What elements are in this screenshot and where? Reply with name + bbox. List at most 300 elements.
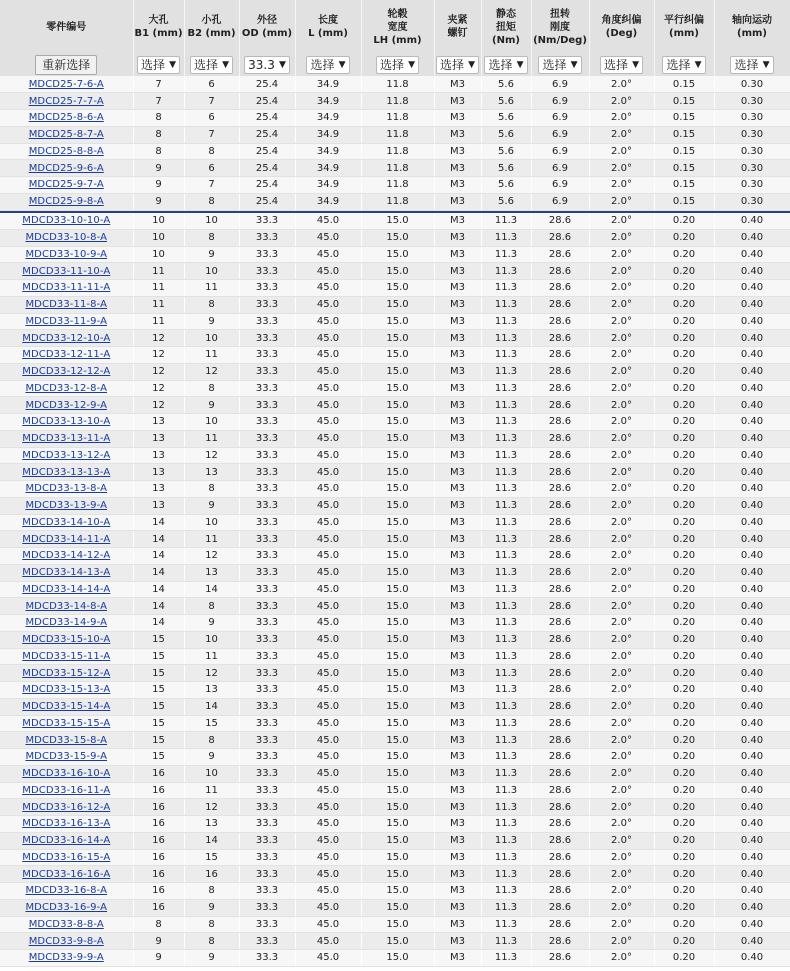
outer-diameter-value: 25.4 — [255, 129, 279, 141]
part-number-link[interactable]: MDCD25-7-7-A — [28, 95, 104, 107]
table-row — [0, 126, 790, 143]
part-number-link[interactable]: MDCD33-15-8-A — [25, 734, 108, 746]
part-number-link[interactable]: MDCD33-14-9-A — [25, 617, 108, 629]
table-row — [0, 682, 790, 699]
part-number-link[interactable]: MDCD33-14-8-A — [25, 600, 108, 612]
hub-width-cell — [361, 682, 434, 699]
torsional-stiffness-value: 28.6 — [548, 952, 572, 964]
bore-b2-cell — [184, 682, 239, 699]
outer-diameter-cell — [239, 143, 295, 160]
table-row — [0, 497, 790, 514]
part-number-link[interactable]: MDCD25-8-6-A — [28, 112, 104, 124]
bore-b1-cell — [133, 414, 184, 431]
part-number-link[interactable]: MDCD33-10-8-A — [25, 232, 108, 244]
angular-misalignment-value: 2.0° — [611, 717, 632, 729]
part-number-link[interactable]: MDCD33-9-9-A — [28, 952, 104, 964]
torsional-stiffness-value: 6.9 — [552, 145, 568, 157]
header-axial-motion-line: (mm) — [737, 28, 767, 39]
static-torque-value: 11.3 — [494, 567, 518, 579]
length-value: 45.0 — [316, 433, 340, 445]
clamp-screw-cell — [434, 296, 481, 313]
parallel-misalignment-value: 0.20 — [672, 835, 696, 847]
part-number-link[interactable]: MDCD33-12-12-A — [22, 366, 111, 378]
angular-misalignment-cell — [589, 866, 654, 883]
clamp-screw-cell — [434, 816, 481, 833]
bore-b1-value: 15 — [152, 717, 165, 729]
torsional-stiffness-cell — [531, 648, 589, 665]
outer-diameter-cell — [239, 193, 295, 210]
table-row — [0, 749, 790, 766]
table-row — [0, 414, 790, 431]
torsional-stiffness-value: 28.6 — [548, 885, 572, 897]
part-number-link[interactable]: MDCD33-10-9-A — [25, 248, 108, 260]
bore-b2-cell — [184, 749, 239, 766]
angular-misalignment-value: 2.0° — [611, 145, 632, 157]
filter-select-outer-diameter[interactable] — [244, 56, 290, 74]
torsional-stiffness-value: 28.6 — [548, 366, 572, 378]
bore-b2-cell — [184, 430, 239, 447]
part-number-cell — [0, 899, 133, 916]
part-number-link[interactable]: MDCD33-13-9-A — [25, 500, 108, 512]
outer-diameter-value: 33.3 — [255, 768, 279, 780]
torsional-stiffness-value: 28.6 — [548, 801, 572, 813]
table-row — [0, 514, 790, 531]
torsional-stiffness-cell — [531, 581, 589, 598]
parallel-misalignment-cell — [654, 916, 714, 933]
filter-select-angular-misalignment[interactable] — [600, 56, 643, 74]
outer-diameter-value: 33.3 — [255, 567, 279, 579]
parallel-misalignment-cell — [654, 93, 714, 110]
filter-select-axial-motion[interactable] — [730, 56, 773, 74]
part-number-link[interactable]: MDCD33-15-14-A — [22, 701, 111, 713]
angular-misalignment-cell — [589, 816, 654, 833]
axial-motion-value: 0.40 — [740, 885, 764, 897]
part-number-cell — [0, 715, 133, 732]
filter-select-length[interactable] — [306, 56, 349, 74]
header-clamp-screw-line: 螺钉 — [447, 28, 468, 39]
outer-diameter-value: 33.3 — [255, 600, 279, 612]
bore-b2-value: 11 — [205, 784, 218, 796]
clamp-screw-value: M3 — [450, 734, 465, 746]
part-number-link[interactable]: MDCD33-14-12-A — [22, 550, 111, 562]
bore-b2-value: 12 — [205, 550, 218, 562]
hub-width-value: 15.0 — [386, 617, 409, 629]
clamp-screw-value: M3 — [450, 650, 465, 662]
filter-select-value: 选择 — [734, 58, 759, 72]
static-torque-value: 11.3 — [494, 282, 518, 294]
angular-misalignment-value: 2.0° — [611, 701, 632, 713]
parallel-misalignment-cell — [654, 615, 714, 632]
hub-width-value: 15.0 — [386, 567, 409, 579]
header-filters-row — [0, 54, 790, 76]
table-row — [0, 481, 790, 498]
static-torque-value: 11.3 — [494, 885, 518, 897]
outer-diameter-cell — [239, 715, 295, 732]
bore-b1-value: 15 — [152, 751, 165, 763]
part-number-link[interactable]: MDCD33-15-11-A — [22, 650, 111, 662]
torsional-stiffness-value: 28.6 — [548, 500, 572, 512]
clamp-screw-value: M3 — [450, 299, 465, 311]
parallel-misalignment-value: 0.15 — [672, 78, 696, 90]
torsional-stiffness-cell — [531, 296, 589, 313]
bore-b1-cell — [133, 665, 184, 682]
hub-width-cell — [361, 93, 434, 110]
bore-b1-value: 15 — [152, 701, 165, 713]
part-number-link[interactable]: MDCD33-13-13-A — [22, 466, 111, 478]
angular-misalignment-cell — [589, 160, 654, 177]
axial-motion-cell — [714, 160, 790, 177]
table-row — [0, 430, 790, 447]
outer-diameter-cell — [239, 615, 295, 632]
axial-motion-value: 0.30 — [740, 95, 764, 107]
part-number-link[interactable]: MDCD25-8-7-A — [28, 129, 104, 141]
torsional-stiffness-cell — [531, 933, 589, 950]
part-number-link[interactable]: MDCD33-13-10-A — [22, 416, 111, 428]
part-number-link[interactable]: MDCD33-12-10-A — [22, 332, 111, 344]
angular-misalignment-value: 2.0° — [611, 784, 632, 796]
parallel-misalignment-cell — [654, 313, 714, 330]
length-value: 45.0 — [316, 818, 340, 830]
axial-motion-cell — [714, 816, 790, 833]
filter-select-bore-b1[interactable] — [137, 56, 180, 74]
bore-b1-value: 16 — [152, 818, 165, 830]
parallel-misalignment-value: 0.20 — [672, 265, 696, 277]
clamp-screw-cell — [434, 832, 481, 849]
part-number-link[interactable]: MDCD33-11-8-A — [25, 299, 108, 311]
part-number-link[interactable]: MDCD33-14-13-A — [22, 567, 111, 579]
bore-b2-value: 16 — [205, 868, 218, 880]
torsional-stiffness-value: 28.6 — [548, 382, 572, 394]
clamp-screw-value: M3 — [450, 583, 465, 595]
angular-misalignment-value: 2.0° — [611, 550, 632, 562]
part-number-link[interactable]: MDCD25-9-6-A — [28, 162, 104, 174]
filter-select-clamp-screw[interactable] — [436, 56, 479, 74]
torsional-stiffness-cell — [531, 363, 589, 380]
outer-diameter-cell — [239, 665, 295, 682]
part-number-cell — [0, 213, 133, 230]
part-number-cell — [0, 363, 133, 380]
part-number-link[interactable]: MDCD33-13-11-A — [22, 433, 111, 445]
outer-diameter-value: 25.4 — [255, 112, 279, 124]
filter-select-hub-width[interactable] — [376, 56, 419, 74]
length-cell — [295, 347, 361, 364]
clamp-screw-cell — [434, 665, 481, 682]
axial-motion-value: 0.40 — [740, 734, 764, 746]
length-value: 45.0 — [316, 416, 340, 428]
bore-b2-value: 11 — [205, 433, 218, 445]
part-number-link[interactable]: MDCD33-15-10-A — [22, 634, 111, 646]
bore-b1-value: 10 — [152, 248, 165, 260]
outer-diameter-value: 33.3 — [255, 315, 279, 327]
filter-cell-angular-misalignment — [589, 54, 654, 76]
part-number-link[interactable]: MDCD33-12-11-A — [22, 349, 111, 361]
bore-b1-cell — [133, 430, 184, 447]
hub-width-cell — [361, 464, 434, 481]
bore-b2-cell — [184, 715, 239, 732]
table-row — [0, 110, 790, 127]
hub-width-cell — [361, 414, 434, 431]
part-number-link[interactable]: MDCD33-16-11-A — [22, 784, 111, 796]
hub-width-cell — [361, 615, 434, 632]
bore-b1-value: 16 — [152, 902, 165, 914]
axial-motion-cell — [714, 698, 790, 715]
torsional-stiffness-value: 28.6 — [548, 734, 572, 746]
length-value: 45.0 — [316, 684, 340, 696]
bore-b2-value: 11 — [205, 349, 218, 361]
angular-misalignment-value: 2.0° — [611, 583, 632, 595]
axial-motion-cell — [714, 464, 790, 481]
outer-diameter-value: 33.3 — [255, 299, 279, 311]
length-cell — [295, 76, 361, 93]
hub-width-cell — [361, 447, 434, 464]
static-torque-value: 11.3 — [494, 550, 518, 562]
torsional-stiffness-cell — [531, 715, 589, 732]
axial-motion-cell — [714, 447, 790, 464]
hub-width-cell — [361, 799, 434, 816]
hub-width-cell — [361, 581, 434, 598]
axial-motion-cell — [714, 430, 790, 447]
axial-motion-cell — [714, 615, 790, 632]
hub-width-value: 15.0 — [386, 952, 409, 964]
part-number-link[interactable]: MDCD33-16-10-A — [22, 768, 111, 780]
parallel-misalignment-value: 0.20 — [672, 550, 696, 562]
bore-b1-value: 14 — [152, 583, 165, 595]
bore-b1-cell — [133, 765, 184, 782]
outer-diameter-cell — [239, 246, 295, 263]
filter-select-static-torque[interactable] — [484, 56, 527, 74]
bore-b1-cell — [133, 160, 184, 177]
bore-b1-value: 12 — [152, 366, 165, 378]
table-row — [0, 933, 790, 950]
part-number-link[interactable]: MDCD33-15-9-A — [25, 751, 108, 763]
static-torque-cell — [481, 698, 531, 715]
header-axial-motion-line: 轴向运动 — [732, 15, 772, 26]
outer-diameter-value: 33.3 — [255, 215, 279, 227]
static-torque-value: 11.3 — [494, 902, 518, 914]
torsional-stiffness-cell — [531, 531, 589, 548]
part-number-link[interactable]: MDCD33-10-10-A — [22, 215, 111, 227]
angular-misalignment-value: 2.0° — [611, 634, 632, 646]
part-number-link[interactable]: MDCD33-15-15-A — [22, 717, 111, 729]
part-number-cell — [0, 581, 133, 598]
part-number-link[interactable]: MDCD25-9-7-A — [28, 179, 104, 191]
bore-b1-cell — [133, 110, 184, 127]
hub-width-cell — [361, 782, 434, 799]
angular-misalignment-cell — [589, 430, 654, 447]
hub-width-cell — [361, 933, 434, 950]
part-number-link[interactable]: MDCD33-16-8-A — [25, 885, 108, 897]
length-cell — [295, 916, 361, 933]
torsional-stiffness-value: 28.6 — [548, 667, 572, 679]
axial-motion-value: 0.40 — [740, 332, 764, 344]
filter-select-bore-b2[interactable] — [190, 56, 233, 74]
bore-b1-value: 12 — [152, 399, 165, 411]
outer-diameter-cell — [239, 397, 295, 414]
clamp-screw-cell — [434, 765, 481, 782]
bore-b2-cell — [184, 866, 239, 883]
length-cell — [295, 799, 361, 816]
length-cell — [295, 715, 361, 732]
torsional-stiffness-cell — [531, 799, 589, 816]
length-value: 34.9 — [316, 196, 340, 208]
parallel-misalignment-value: 0.20 — [672, 315, 696, 327]
angular-misalignment-value: 2.0° — [611, 112, 632, 124]
part-number-link[interactable]: MDCD33-12-9-A — [25, 399, 108, 411]
angular-misalignment-cell — [589, 849, 654, 866]
part-number-link[interactable]: MDCD33-14-10-A — [22, 516, 111, 528]
axial-motion-value: 0.40 — [740, 315, 764, 327]
axial-motion-cell — [714, 481, 790, 498]
reset-filters-button[interactable]: 重新选择 — [35, 55, 97, 75]
angular-misalignment-value: 2.0° — [611, 567, 632, 579]
axial-motion-cell — [714, 313, 790, 330]
static-torque-value: 11.3 — [494, 315, 518, 327]
part-number-link[interactable]: MDCD33-16-13-A — [22, 818, 111, 830]
length-cell — [295, 648, 361, 665]
parallel-misalignment-cell — [654, 347, 714, 364]
outer-diameter-cell — [239, 464, 295, 481]
part-number-cell — [0, 514, 133, 531]
filter-select-torsional-stiffness[interactable] — [538, 56, 581, 74]
filter-select-parallel-misalignment[interactable] — [662, 56, 705, 74]
part-number-link[interactable]: MDCD33-16-9-A — [25, 902, 108, 914]
bore-b1-cell — [133, 447, 184, 464]
angular-misalignment-value: 2.0° — [611, 162, 632, 174]
header-angular-misalignment-line: (Deg) — [605, 28, 638, 39]
hub-width-value: 11.8 — [386, 95, 409, 107]
length-value: 45.0 — [316, 701, 340, 713]
part-number-link[interactable]: MDCD33-14-14-A — [22, 583, 111, 595]
angular-misalignment-cell — [589, 832, 654, 849]
bore-b1-value: 9 — [155, 162, 162, 174]
bore-b2-value: 9 — [208, 751, 215, 763]
clamp-screw-cell — [434, 280, 481, 297]
length-cell — [295, 883, 361, 900]
parallel-misalignment-value: 0.20 — [672, 232, 696, 244]
filter-select-value: 选择 — [666, 58, 691, 72]
angular-misalignment-value: 2.0° — [611, 382, 632, 394]
torsional-stiffness-value: 28.6 — [548, 818, 572, 830]
angular-misalignment-cell — [589, 564, 654, 581]
parallel-misalignment-cell — [654, 160, 714, 177]
outer-diameter-cell — [239, 883, 295, 900]
dropdown-arrow-icon: ▼ — [468, 60, 475, 70]
torsional-stiffness-cell — [531, 193, 589, 210]
part-number-link[interactable]: MDCD33-11-11-A — [22, 282, 111, 294]
static-torque-cell — [481, 177, 531, 194]
table-row — [0, 799, 790, 816]
length-cell — [295, 363, 361, 380]
angular-misalignment-cell — [589, 143, 654, 160]
part-number-link[interactable]: MDCD25-7-6-A — [28, 78, 104, 90]
bore-b2-cell — [184, 514, 239, 531]
clamp-screw-value: M3 — [450, 868, 465, 880]
clamp-screw-value: M3 — [450, 835, 465, 847]
length-value: 45.0 — [316, 466, 340, 478]
table-row — [0, 447, 790, 464]
header-outer-diameter-line: 外径 — [257, 15, 277, 26]
axial-motion-value: 0.40 — [740, 215, 764, 227]
outer-diameter-value: 33.3 — [255, 449, 279, 461]
part-number-link[interactable]: MDCD33-16-14-A — [22, 835, 111, 847]
hub-width-value: 15.0 — [386, 500, 409, 512]
static-torque-value: 11.3 — [494, 248, 518, 260]
torsional-stiffness-value: 28.6 — [548, 634, 572, 646]
part-number-link[interactable]: MDCD33-16-12-A — [22, 801, 111, 813]
bore-b2-cell — [184, 497, 239, 514]
part-number-link[interactable]: MDCD33-16-16-A — [22, 868, 111, 880]
parallel-misalignment-cell — [654, 143, 714, 160]
bore-b2-value: 10 — [205, 332, 218, 344]
clamp-screw-cell — [434, 732, 481, 749]
parallel-misalignment-cell — [654, 631, 714, 648]
part-number-link[interactable]: MDCD33-15-12-A — [22, 667, 111, 679]
part-number-link[interactable]: MDCD33-9-8-A — [28, 935, 104, 947]
static-torque-cell — [481, 193, 531, 210]
bore-b2-value: 6 — [208, 112, 215, 124]
length-cell — [295, 615, 361, 632]
torsional-stiffness-value: 28.6 — [548, 935, 572, 947]
hub-width-cell — [361, 430, 434, 447]
part-number-link[interactable]: MDCD33-13-12-A — [22, 449, 111, 461]
table-row — [0, 631, 790, 648]
clamp-screw-cell — [434, 514, 481, 531]
part-number-cell — [0, 782, 133, 799]
table-row — [0, 782, 790, 799]
part-number-link[interactable]: MDCD33-14-11-A — [22, 533, 111, 545]
part-number-link[interactable]: MDCD33-8-8-A — [28, 918, 104, 930]
hub-width-cell — [361, 866, 434, 883]
bore-b1-cell — [133, 631, 184, 648]
angular-misalignment-cell — [589, 631, 654, 648]
filter-select-value: 选择 — [488, 58, 513, 72]
clamp-screw-value: M3 — [450, 533, 465, 545]
part-number-link[interactable]: MDCD33-15-13-A — [22, 684, 111, 696]
part-number-link[interactable]: MDCD33-11-9-A — [25, 315, 108, 327]
length-cell — [295, 631, 361, 648]
part-number-link[interactable]: MDCD25-9-8-A — [28, 196, 104, 208]
part-number-link[interactable]: MDCD33-13-8-A — [25, 483, 108, 495]
torsional-stiffness-value: 28.6 — [548, 449, 572, 461]
part-number-link[interactable]: MDCD33-11-10-A — [22, 265, 111, 277]
header-hub-width-line: 宽度 — [387, 21, 408, 33]
hub-width-value: 11.8 — [386, 112, 409, 124]
torsional-stiffness-cell — [531, 330, 589, 347]
filter-select-value: 选择 — [379, 58, 404, 72]
torsional-stiffness-value: 28.6 — [548, 902, 572, 914]
parallel-misalignment-value: 0.20 — [672, 818, 696, 830]
bore-b1-cell — [133, 380, 184, 397]
angular-misalignment-cell — [589, 531, 654, 548]
torsional-stiffness-value: 28.6 — [548, 332, 572, 344]
angular-misalignment-value: 2.0° — [611, 95, 632, 107]
part-number-link[interactable]: MDCD25-8-8-A — [28, 145, 104, 157]
hub-width-value: 11.8 — [386, 78, 409, 90]
part-number-link[interactable]: MDCD33-12-8-A — [25, 382, 108, 394]
parallel-misalignment-value: 0.20 — [672, 617, 696, 629]
axial-motion-value: 0.40 — [740, 952, 764, 964]
axial-motion-value: 0.40 — [740, 399, 764, 411]
axial-motion-value: 0.40 — [740, 483, 764, 495]
parallel-misalignment-value: 0.20 — [672, 516, 696, 528]
part-number-link[interactable]: MDCD33-16-15-A — [22, 851, 111, 863]
header-bore-b2 — [184, 0, 239, 54]
outer-diameter-cell — [239, 564, 295, 581]
filter-select-value: 选择 — [140, 58, 165, 72]
parallel-misalignment-cell — [654, 481, 714, 498]
bore-b1-cell — [133, 749, 184, 766]
torsional-stiffness-cell — [531, 631, 589, 648]
